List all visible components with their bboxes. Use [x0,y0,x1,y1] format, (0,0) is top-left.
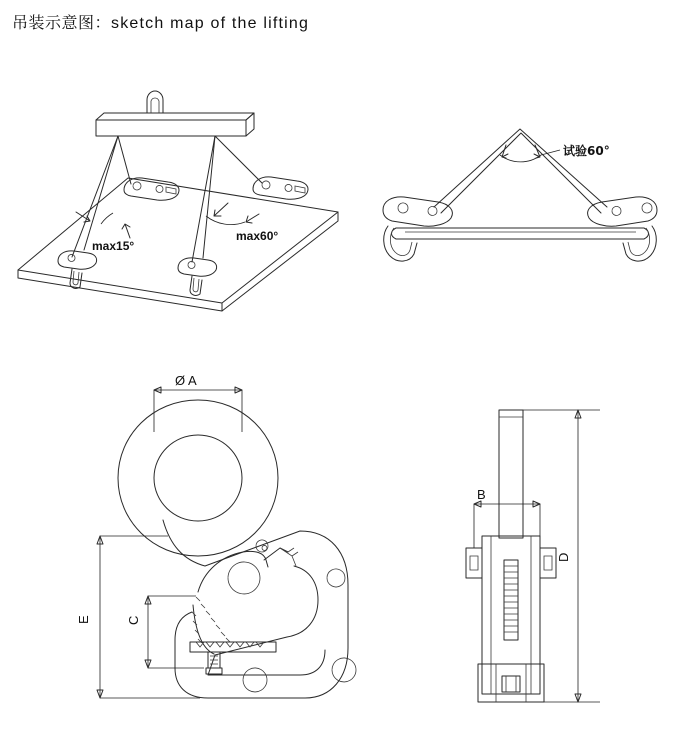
body-hole-top-right [327,569,345,587]
plate-thickness-left [18,270,222,311]
angle-arrow-left-lower [122,224,130,238]
sling-front-right [192,136,215,262]
lug-right [540,548,556,578]
clamp-left-hole [398,203,408,213]
clamp-throat-right [300,650,325,675]
lug-left [466,548,482,578]
lower-jaw-teeth [196,642,264,647]
clamp-back-left [124,178,179,200]
cam-column-teeth [504,566,518,632]
cam-teeth [196,597,230,642]
cam-arm [198,551,268,592]
page-title-chinese: 吊装示意图： [12,13,112,32]
cam-arm-back [193,605,214,654]
clamp-back-right-hole [262,181,270,189]
plate-edge [392,228,649,239]
spreader-beam-end [246,113,254,136]
sling-triangle [434,129,607,207]
label-e: E [76,615,91,624]
clamp-right-fig-left [383,197,452,261]
clamp-front-left-body [58,251,97,269]
clamp-front-right [178,258,217,296]
body-hole-bottom-left [243,668,267,692]
sling-back-right [215,136,262,183]
angle-arc-max15 [101,213,113,224]
clamp-front-left-hole [68,254,75,261]
label-max60: max60° [236,229,279,243]
clamp-right-pivot [612,206,621,215]
spreader-beam [96,120,246,136]
page-title-english: sketch map of the lifting [111,15,310,32]
lower-jaw-bolt [502,676,520,692]
angle-arrow-right-upper [214,203,228,216]
angle-arc-max60 [206,216,245,225]
clamp-front-right-hole [188,261,195,268]
lock-lever [264,548,288,560]
sling-front-right-b [203,136,215,258]
clamp-back-right-pivot [285,184,292,191]
clamp-right-fig-right [588,197,657,261]
eye-shaft [499,410,523,538]
sling-back-left [118,136,131,184]
lower-jaw-block-edges [496,664,526,702]
clamp-back-right-jaw [295,186,305,193]
label-d: D [556,552,571,562]
clamp-body-lower-left [175,612,192,640]
clamp-back-right-body [253,177,308,199]
clamp-left-pivot [428,206,437,215]
figure-lifting-without-beam [383,129,657,261]
label-diameter-a: Ø A [175,373,197,388]
clamp-back-left-body [124,178,179,200]
label-max15: max15° [92,239,135,253]
clamp-front-left [58,251,97,289]
pivot-pin [262,545,267,550]
plate-thickness-front [222,212,338,311]
steel-plate [18,178,338,303]
clamp-back-left-hole [133,182,141,190]
angle-arrow-right-lower [246,214,259,223]
label-test60: 试验60° [563,144,610,158]
spreader-beam-top [96,113,254,120]
lifting-eye-bore [154,435,242,521]
figure-clamp-side-view [466,410,600,702]
clamp-body-outline [163,520,348,698]
lifting-eye-outer [118,400,278,556]
angle-arrow-left-upper [76,212,90,222]
clamp-right-body [588,197,657,226]
label-b: B [477,487,486,502]
clamp-front-left-hook-inner [73,271,79,285]
clamp-back-left-pivot [156,185,163,192]
clamp-right-hole [642,203,652,213]
clamp-front-right-body [178,258,217,276]
sling-front-left-b [84,136,118,250]
figure-lifting-with-spreader-beam [18,91,338,311]
lug-left-bolt [470,556,478,570]
lower-jaw-block [478,664,544,702]
lower-jaw-bolt-edges [506,676,516,692]
label-c: C [126,615,141,625]
clamp-back-left-jaw [166,187,176,194]
clamp-back-right [253,177,308,199]
master-link-inner [151,98,159,113]
clamp-front-right-hook [190,276,202,295]
master-link [147,91,163,113]
pivot-boss-main [228,562,260,594]
lock-spring [280,548,296,566]
figure-clamp-front-view [76,373,356,698]
lug-right-bolt [544,556,552,570]
clamp-front-right-hook-inner [193,278,199,292]
